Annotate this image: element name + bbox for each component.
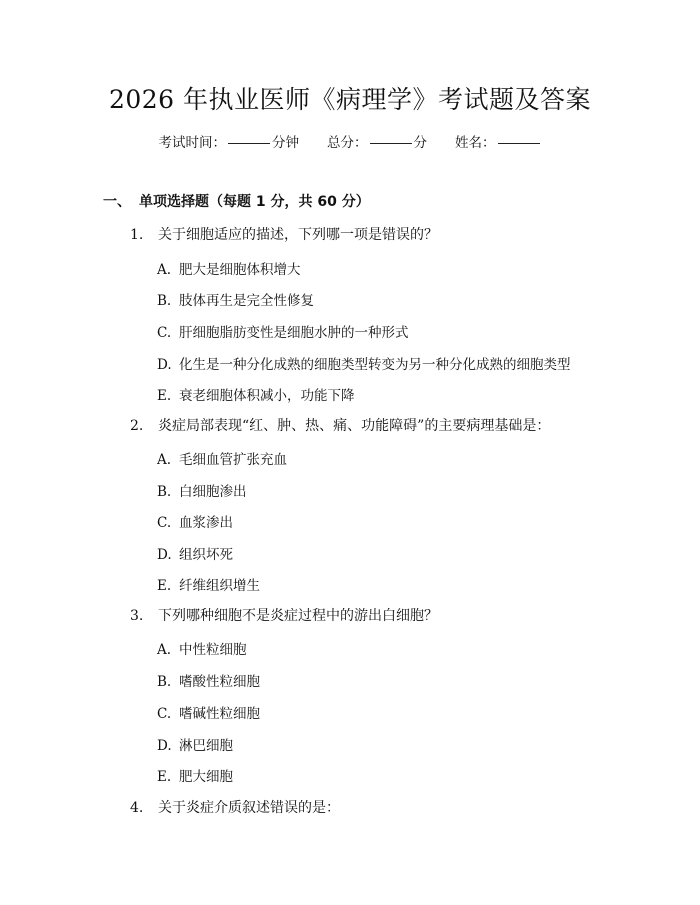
option-letter: E. — [157, 578, 172, 594]
option-letter: E. — [157, 388, 172, 404]
name-field — [455, 131, 542, 151]
option-text: 白细胞渗出 — [179, 484, 247, 500]
question-4 — [130, 797, 340, 817]
question-text: 关于炎症介质叙述错误的是： — [158, 800, 340, 816]
exam-time-unit: 分钟 — [272, 135, 299, 151]
option-2e — [157, 574, 260, 594]
total-score-blank — [370, 143, 412, 144]
question-3 — [130, 605, 438, 625]
option-1c — [157, 321, 409, 341]
option-letter: D. — [157, 738, 172, 754]
option-letter: A. — [157, 452, 172, 468]
question-number: 4. — [130, 800, 144, 816]
section-heading — [103, 191, 370, 211]
option-text: 嗜酸性粒细胞 — [179, 674, 260, 690]
question-text: 炎症局部表现“红、肿、热、痛、功能障碍”的主要病理基础是： — [158, 418, 551, 434]
total-score-unit: 分 — [413, 135, 427, 151]
total-score-label: 总分： — [327, 135, 368, 151]
option-1a — [157, 258, 301, 278]
option-text: 组织坏死 — [179, 547, 233, 563]
option-2a — [157, 448, 287, 468]
option-text: 化生是一种分化成熟的细胞类型转变为另一种分化成熟的细胞类型 — [179, 357, 571, 373]
section-number: 一、 — [103, 194, 131, 210]
option-letter: A. — [157, 262, 172, 278]
exam-info-line — [0, 131, 700, 151]
option-letter: B. — [157, 484, 172, 500]
option-text: 肝细胞脂肪变性是细胞水肿的一种形式 — [179, 325, 409, 341]
exam-time-field — [159, 131, 300, 151]
option-1b — [157, 289, 314, 309]
option-letter: C. — [157, 515, 172, 531]
option-3e — [157, 765, 233, 785]
option-letter: E. — [157, 769, 172, 785]
name-blank — [498, 143, 540, 144]
option-3c — [157, 702, 260, 722]
option-letter: B. — [157, 293, 172, 309]
name-label: 姓名： — [455, 135, 496, 151]
option-text: 中性粒细胞 — [179, 642, 247, 658]
option-letter: C. — [157, 325, 172, 341]
exam-time-label: 考试时间： — [158, 135, 226, 151]
option-text: 肥大是细胞体积增大 — [179, 262, 301, 278]
exam-title: 2026 年执业医师《病理学》考试题及答案 — [108, 85, 592, 114]
option-2d — [157, 543, 233, 563]
option-text: 嗜碱性粒细胞 — [179, 706, 260, 722]
option-letter: D. — [157, 357, 172, 373]
exam-time-blank — [228, 143, 270, 144]
option-letter: C. — [157, 706, 172, 722]
option-1d — [157, 353, 571, 373]
option-text: 淋巴细胞 — [179, 738, 233, 754]
question-number: 2. — [130, 418, 144, 434]
question-text: 关于细胞适应的描述，下列哪一项是错误的？ — [158, 227, 438, 243]
option-3d — [157, 734, 233, 754]
option-2c — [157, 511, 233, 531]
option-letter: D. — [157, 547, 172, 563]
option-text: 血浆渗出 — [179, 515, 233, 531]
option-3a — [157, 638, 247, 658]
question-text: 下列哪种细胞不是炎症过程中的游出白细胞？ — [158, 608, 438, 624]
option-letter: A. — [157, 642, 172, 658]
question-number: 1. — [130, 227, 144, 243]
option-3b — [157, 670, 260, 690]
question-number: 3. — [130, 608, 144, 624]
option-letter: B. — [157, 674, 172, 690]
question-1 — [130, 224, 438, 244]
option-text: 肥大细胞 — [179, 769, 233, 785]
question-2 — [130, 415, 550, 435]
option-2b — [157, 480, 247, 500]
option-text: 毛细血管扩张充血 — [179, 452, 287, 468]
option-text: 肢体再生是完全性修复 — [179, 293, 314, 309]
option-1e — [157, 384, 355, 404]
section-title: 单项选择题（每题 1 分，共 60 分） — [139, 194, 370, 210]
total-score-field — [327, 131, 427, 151]
option-text: 纤维组织增生 — [179, 578, 260, 594]
option-text: 衰老细胞体积减小，功能下降 — [179, 388, 355, 404]
